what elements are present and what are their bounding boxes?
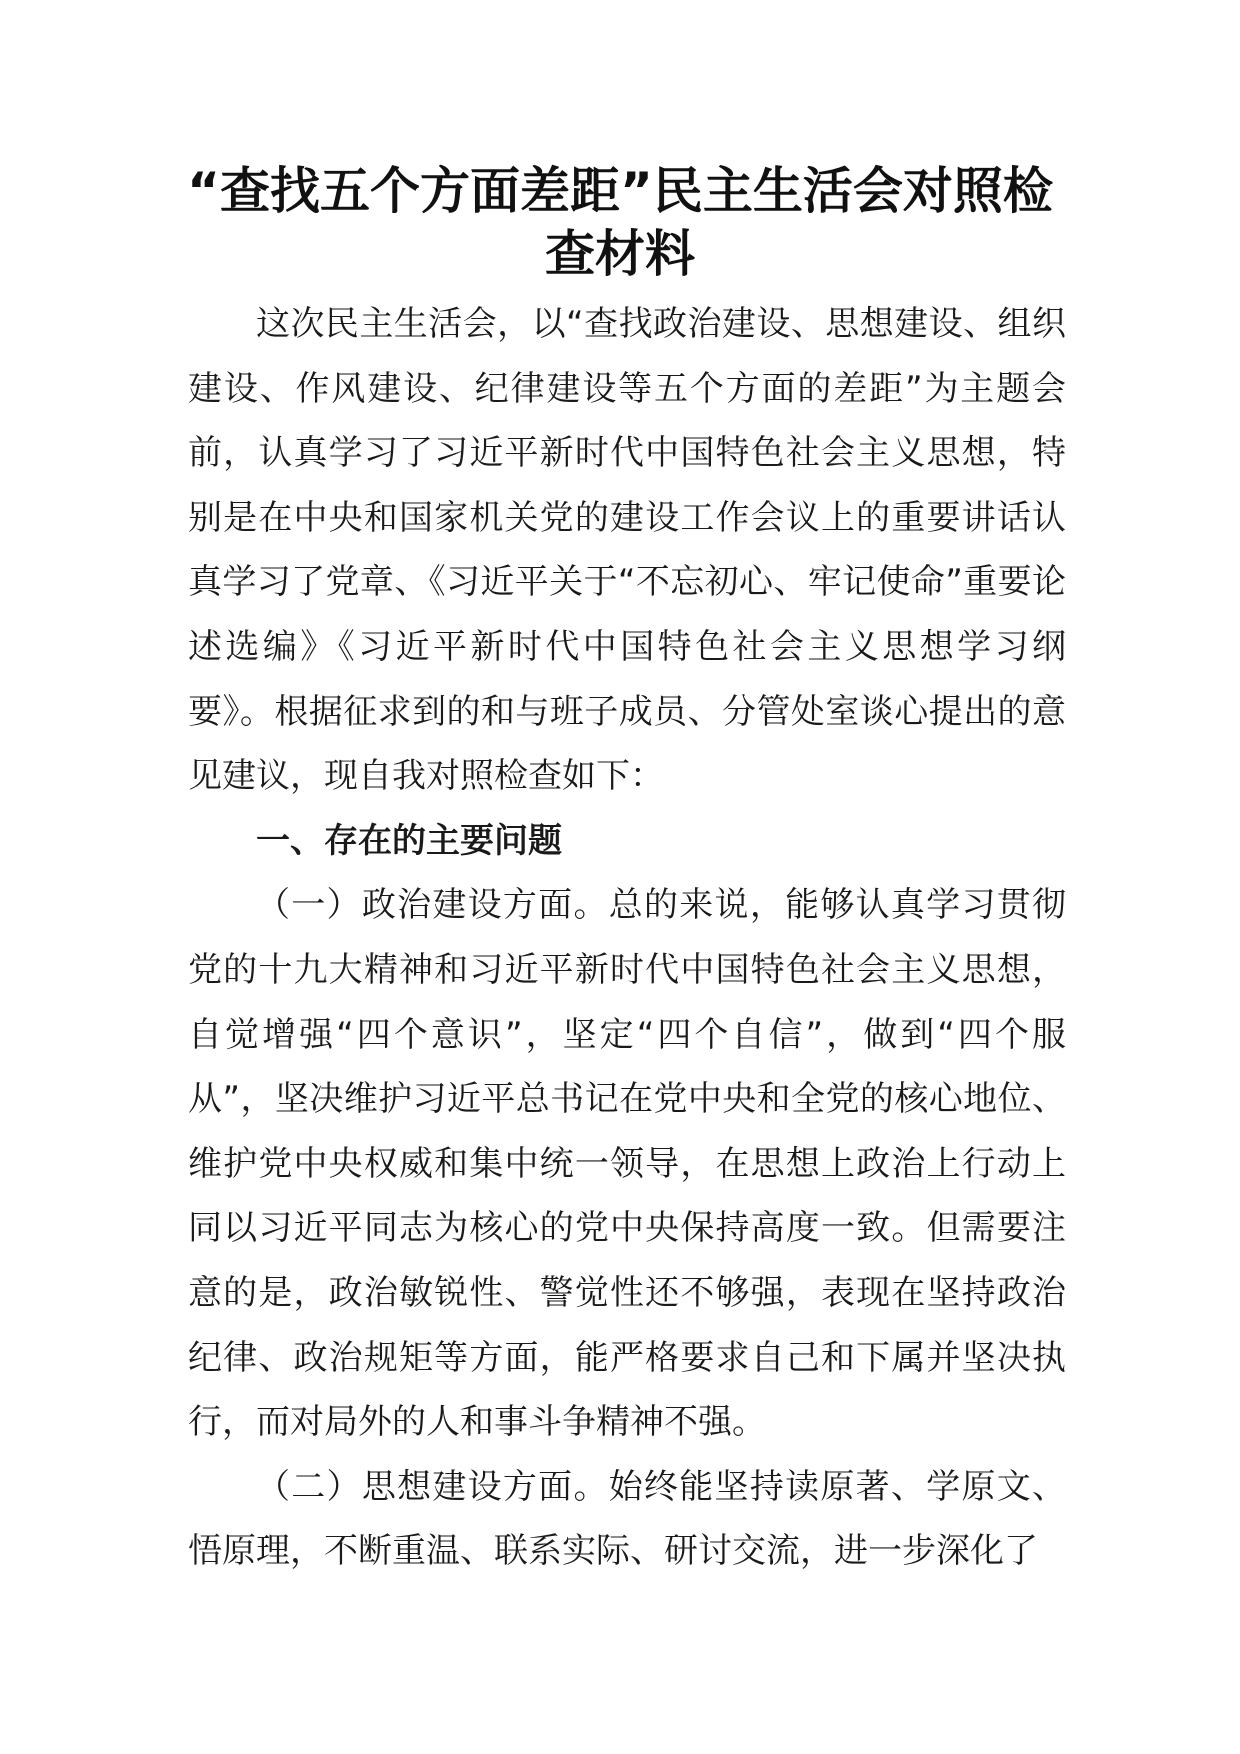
section-heading: 一、存在的主要问题 bbox=[256, 820, 562, 861]
intro-paragraph: 这次民主生活会，以“查找政治建设、思想建设、组织建设、作风建设、纪律建设等五个方面的差距”为主题会前，认真学习了习近平新时代中国特色社会主义思想，特别是在中央和国家机关党的建设工作会议上的重要讲话认真学习了党章、《习近平关于“不忘初心、牢记使命”重要论述选编》《习近平新时代中国特色社会主义思想学习纲要》。根据征求到的和与班子成员、分管处室谈心提出的意见建议，现自我对照检查如下： bbox=[188, 304, 1066, 797]
ideological-building-paragraph: （二）思想建设方面。始终能坚持读原著、学原文、悟原理，不断重温、联系实际、研讨交流，进一步深化了 bbox=[188, 1466, 1066, 1572]
political-building-paragraph: （一）政治建设方面。总的来说，能够认真学习贯彻党的十九大精神和习近平新时代中国特色社会主义思想，自觉增强“四个意识”，坚定“四个自信”，做到“四个服从”，坚决维护习近平总书记在党中央和全党的核心地位、维护党中央权威和集中统一领导，在思想上政治上行动上同以习近平同志为核心的党中央保持高度一致。但需要注意的是，政治敏锐性、警觉性还不够强，表现在坚持政治纪律、政治规矩等方面，能严格要求自己和下属并坚决执行，而对局外的人和事斗争精神不强。 bbox=[188, 885, 1066, 1443]
document-title: “查找五个方面差距”民主生活会对照检查材料 bbox=[187, 162, 1053, 283]
document-body bbox=[188, 292, 1066, 1584]
